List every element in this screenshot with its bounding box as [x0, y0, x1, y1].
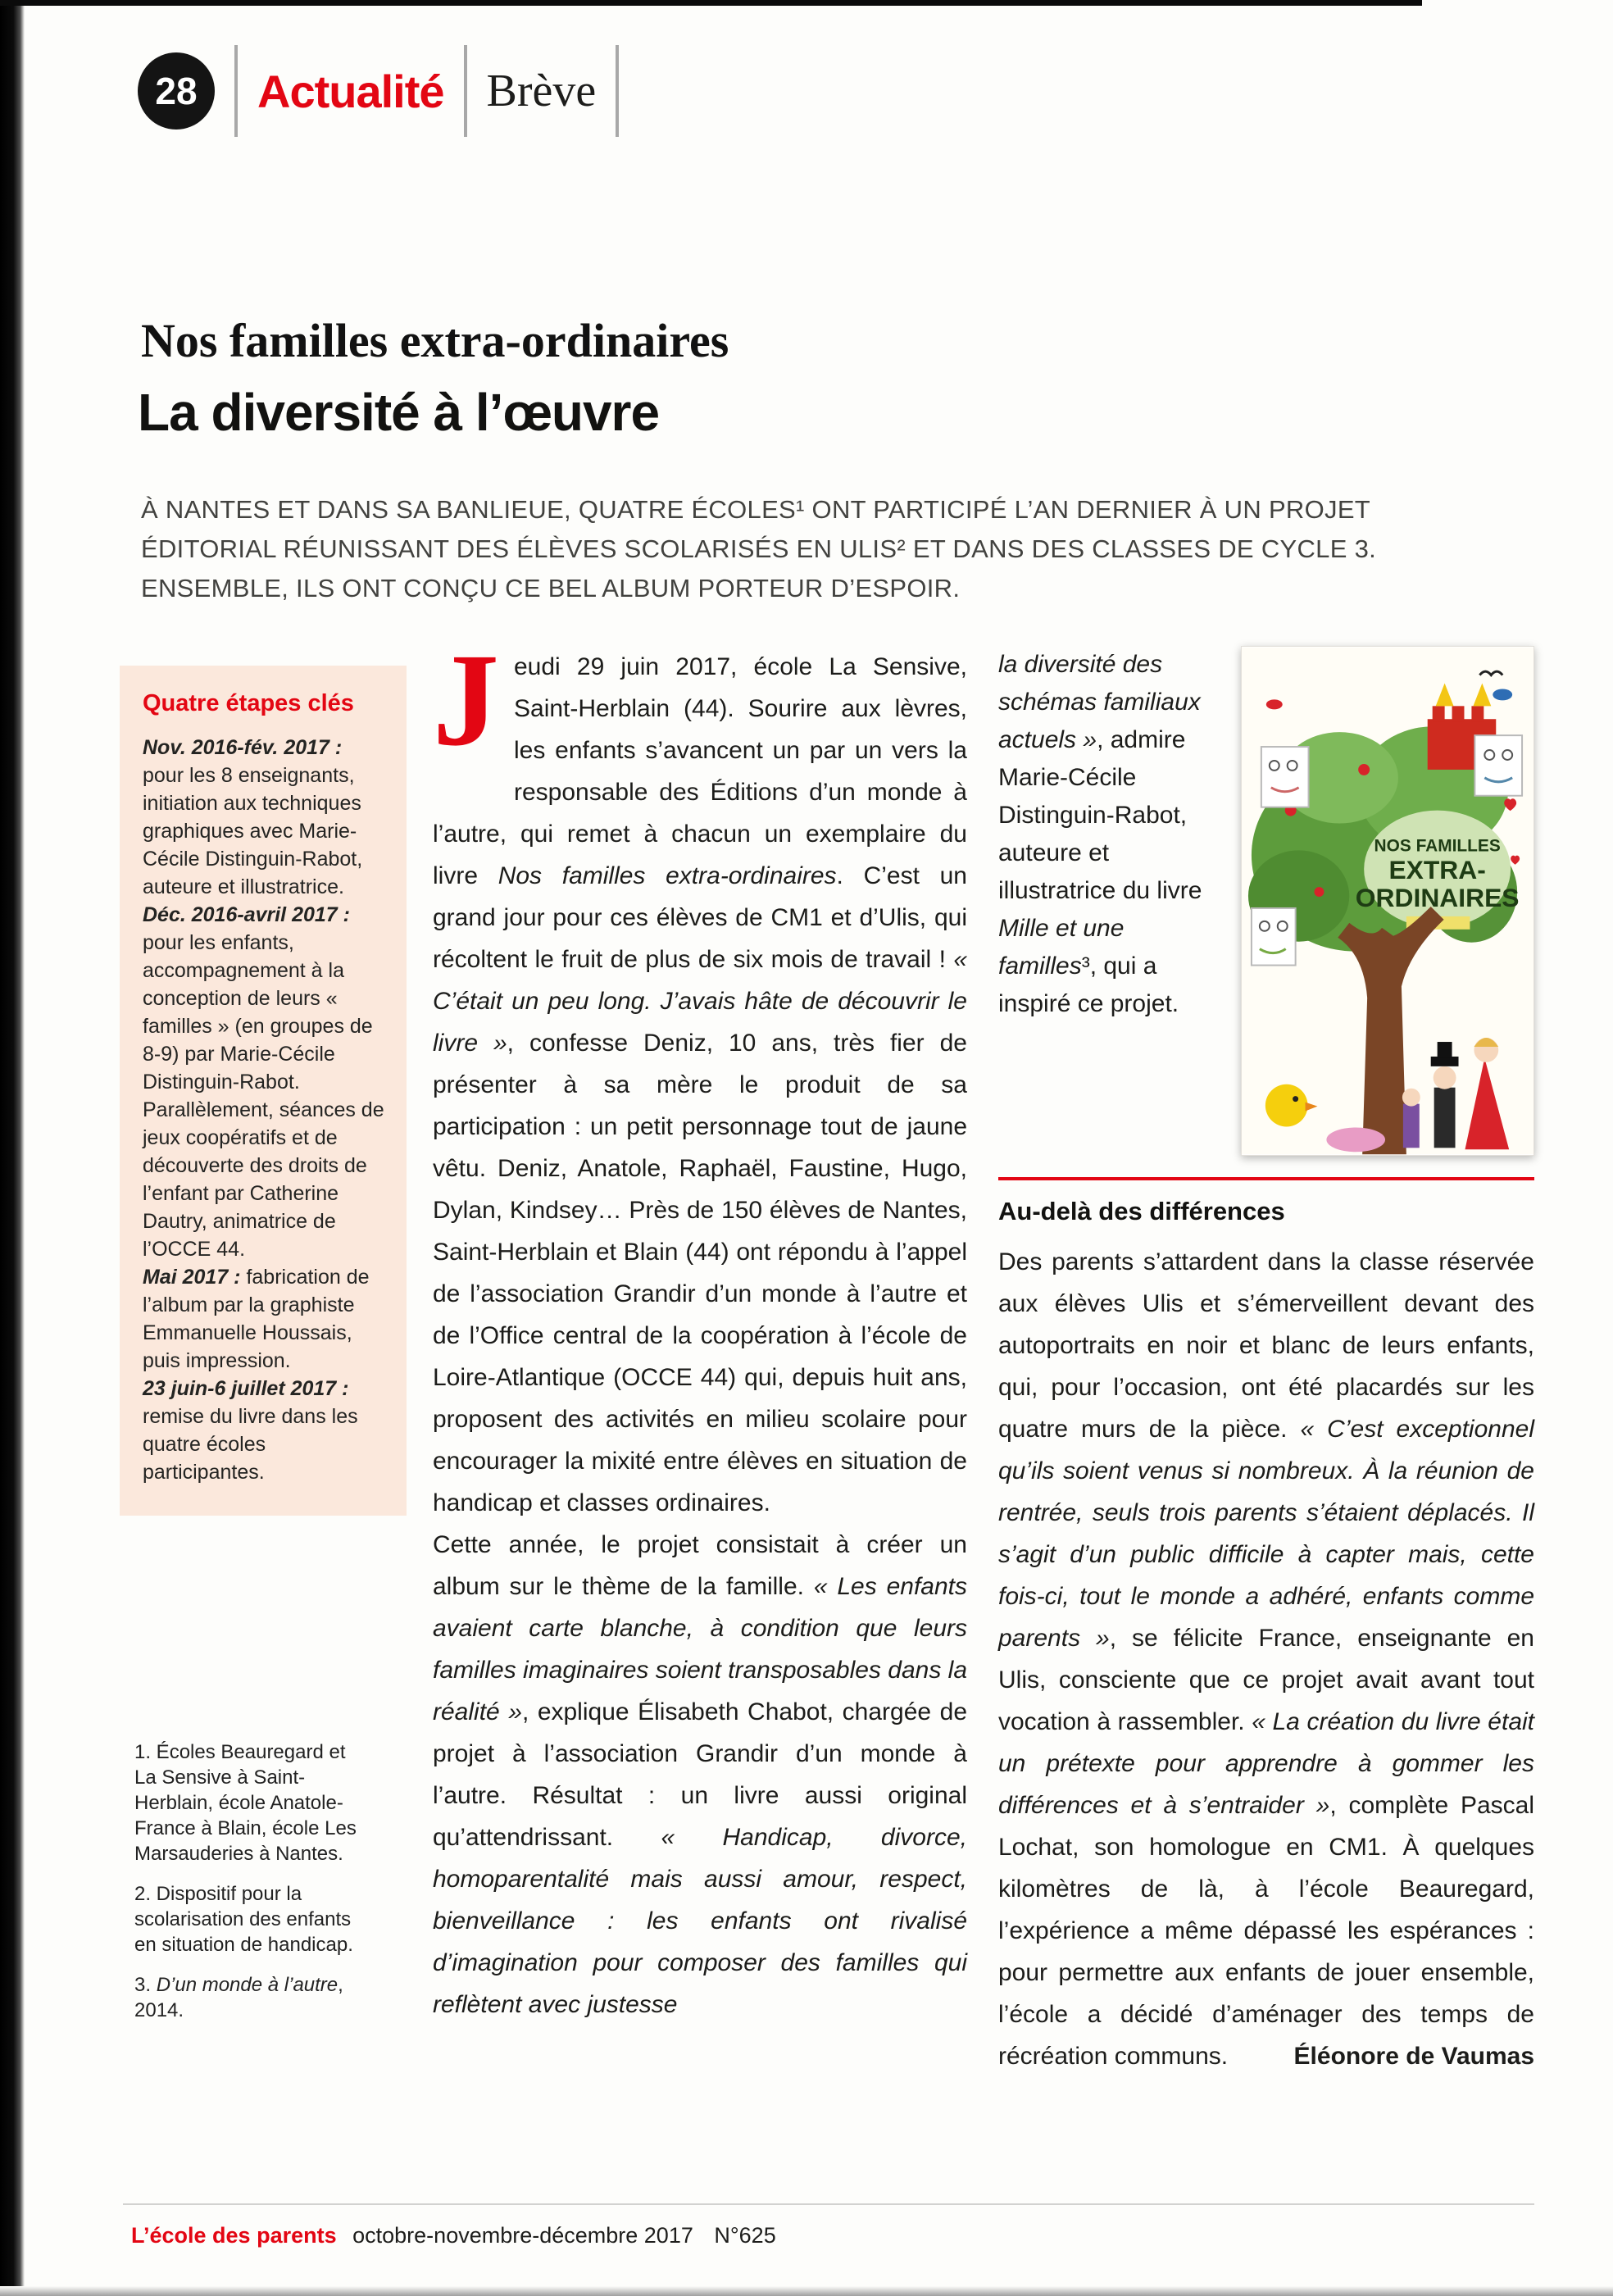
key-steps-entry: 23 juin-6 juillet 2017 : remise du livre dans les quatre écoles participantes.: [143, 1377, 358, 1484]
page-number: 28: [155, 70, 198, 112]
groom-figure: [1431, 1042, 1459, 1148]
article-title: La diversité à l’œuvre: [138, 383, 660, 442]
header-divider: [234, 45, 238, 137]
body-column-main: [433, 627, 968, 2025]
key-steps-entry: Déc. 2016-avril 2017 : pour les enfants, accompagnement à la conception de leurs « familles » (en groupes de 8-9) par Marie-Cécile Distinguin-Rabot. Parallèlement, séances de jeux coopératifs et de découverte des droits de l’enfant par Catherine Dautry, animatrice de l’OCCE 44.: [143, 903, 384, 1261]
book-cover-illustration: [1242, 647, 1533, 1155]
body-column-right: [998, 646, 1534, 2077]
paragraph-text: eudi 29 juin 2017, école La Sensive, Saint-Herblain (44). Sourire aux lèvres, les enfants s’avancent un par un vers la responsable des Éditions d’un monde à l’autre, qui remet à chacun un exemplaire du livre Nos familles extra-ordinaires. C’est un grand jour pour ces élèves de CM1 et d’Ulis, qui récoltent le fruit de plus de six mois de travail ! « C’était un peu long. J’avais hâte de découvrir le livre », confesse Deniz, 10 ans, très fier de présenter à sa mère le produit de sa participation : un petit personnage tout de jaune vêtu. Deniz, Anatole, Raphaël, Faustine, Hugo, Dylan, Kindsey… Près de 150 élèves de Nantes, Saint-Herblain et Blain (44) ont répondu à l’appel de l’association Grandir d’un monde à l’autre et de l’Office central de la coopération à l’école de Loire-Atlantique (OCCE 44) qui, depuis huit ans, proposent des activités en milieu scolaire pour encourager la mixité entre élèves en situation de handicap et classes ordinaires.: [433, 653, 967, 1516]
subsection-label: Brève: [486, 66, 597, 116]
issue-date: octobre-novembre-décembre 2017: [352, 2223, 693, 2248]
section-rule: [998, 1177, 1534, 1180]
bird-icon: [1493, 689, 1512, 700]
body-paragraph: [433, 1524, 967, 2025]
section-label: Actualité: [257, 65, 444, 117]
lead-continuation: la diversité des schémas familiaux actuels », admire Marie-Cécile Distinguin-Rabot, auteure et illustratrice du livre Mille et une familles³, qui a inspiré ce projet.: [998, 651, 1202, 1017]
book-cover-title-line1: NOS FAMILLES: [1374, 836, 1501, 856]
footnotes: [134, 1739, 359, 2038]
magazine-name: L’école des parents: [131, 2223, 337, 2248]
drop-cap: J: [433, 627, 499, 774]
paragraph-text: Cette année, le projet consistait à créer un album sur le thème de la famille. « Les enfants avaient carte blanche, à condition que leurs familles imaginaires soient transposables dans la réalité », explique Élisabeth Chabot, chargée de projet à l’association Grandir d’un monde à l’autre. Résultat : un livre aussi original qu’attendrissant. « Handicap, divorce, homoparentalité mais aussi amour, respect, bienveillance : les enfants ont rivalisé d’imagination pour composer des familles qui reflètent avec justesse: [433, 1531, 968, 2018]
byline: Éléonore de Vaumas: [1293, 2043, 1534, 2070]
purple-figure: [1402, 1089, 1420, 1148]
key-steps-title: Quatre étapes clés: [143, 690, 354, 716]
book-cover-title-line2: EXTRA-: [1388, 855, 1486, 885]
key-steps-box: [120, 666, 407, 1516]
article-standfirst: À NANTES ET DANS SA BANLIEUE, QUATRE ÉCOLES¹ ONT PARTICIPÉ L’AN DERNIER À UN PROJET ÉDITORIAL RÉUNISSANT DES ÉLÈVES SCOLARISÉS EN ULIS² ET DANS DES CLASSES DE CYCLE 3. ENSEMBLE, ILS ONT CONÇU CE BEL ALBUM PORTEUR D’ESPOIR.: [141, 495, 1377, 602]
body-paragraph: [433, 627, 967, 1524]
scan-edge-bottom: [0, 2286, 1613, 2296]
bird-icon: [1266, 699, 1283, 709]
page-footer: [131, 2223, 776, 2248]
family-drawing-card: [1252, 908, 1296, 966]
footnote-1: 1. Écoles Beauregard et La Sensive à Saint-Herblain, école Anatole-France à Blain, école Les Marsauderies à Nantes.: [134, 1741, 357, 1865]
book-cover-title-line3: ORDINAIRES: [1355, 882, 1520, 912]
page-number-badge: [138, 52, 215, 130]
scan-edge-top: [0, 0, 1422, 6]
pink-figure: [1326, 1127, 1385, 1152]
right-column-top: [998, 646, 1534, 1156]
key-steps-entry: Nov. 2016-fév. 2017 : pour les 8 enseignants, initiation aux techniques graphiques avec Marie-Cécile Distinguin-Rabot, auteure et illustratrice.: [143, 736, 363, 898]
body-paragraph: Des parents s’attardent dans la classe réservée aux élèves Ulis et s’émerveillent devant des autoportraits en noir et blanc de leurs enfants, qui, pour l’occasion, ont été placardés sur les quatre murs de la pièce. « C’est exceptionnel qu’ils soient venus si nombreux. À la réunion de rentrée, seuls trois parents s’étaient déplacés. Il s’agit d’un public difficile à capter mais, cette fois-ci, tout le monde a adhéré, enfants comme parents », se félicite France, enseignante en Ulis, consciente que ce projet avait avant tout vocation à rassembler. « La création du livre était un prétexte pour apprendre à gommer les différences et à s’entraider », complète Pascal Lochat, son homologue en CM1. À quelques kilomètres de là, à l’école Beauregard, l’expérience a même dépassé les espérances : pour permettre aux enfants de jouer ensemble, l’école a décidé d’aménager des temps de récréation communs.: [998, 1248, 1534, 2070]
section-heading: Au-delà des différences: [998, 1197, 1285, 1225]
page-header: [138, 43, 638, 139]
footnote-2: 2. Dispositif pour la scolarisation des enfants en situation de handicap.: [134, 1883, 353, 1956]
scan-edge-left: [0, 0, 25, 2296]
book-cover: [1241, 646, 1534, 1156]
family-drawing-card: [1474, 735, 1522, 796]
header-divider: [616, 45, 619, 137]
footer-rule: [123, 2203, 1534, 2205]
key-steps-entry: Mai 2017 : fabrication de l’album par la graphiste Emmanuelle Houssais, puis impression.: [143, 1266, 370, 1372]
family-drawing-card: [1261, 747, 1309, 807]
footnote-3: 3. D’un monde à l’autre, 2014.: [134, 1974, 343, 2021]
header-divider: [464, 45, 467, 137]
article-kicker: Nos familles extra-ordinaires: [141, 314, 729, 367]
issue-number: N°625: [714, 2223, 776, 2248]
